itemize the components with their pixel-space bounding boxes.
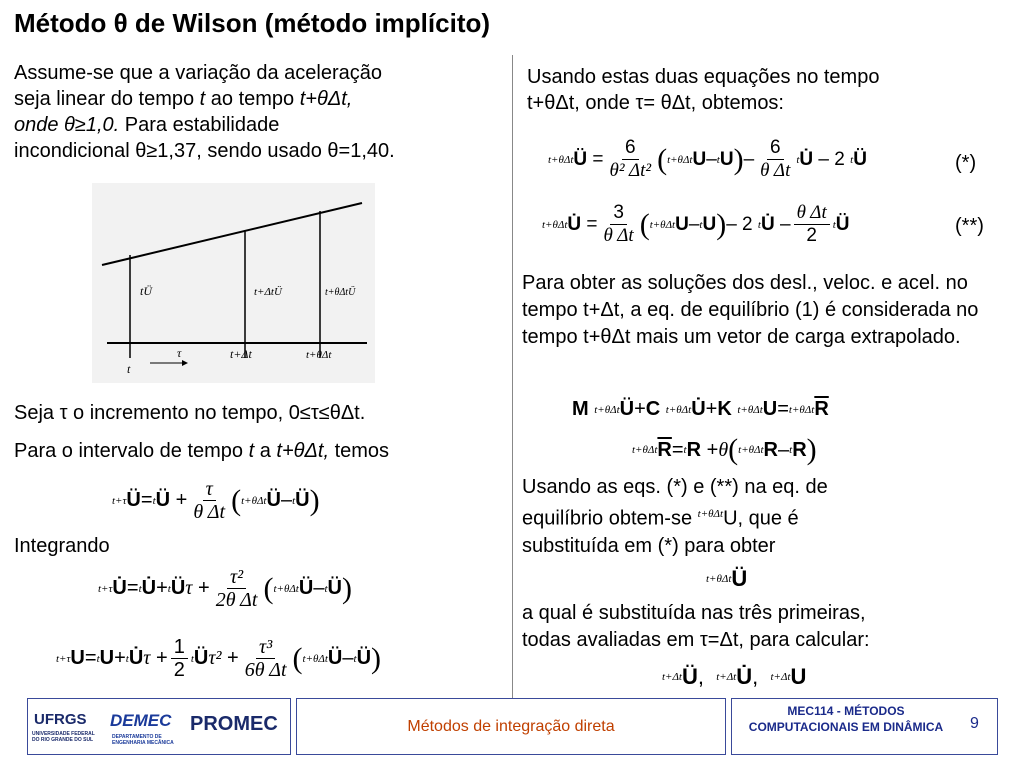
text: t+θΔt, — [276, 440, 330, 462]
text: seja linear do tempo — [14, 88, 200, 110]
sup: t+Δt — [716, 671, 737, 683]
den: θ² Δt² — [609, 160, 652, 181]
sup: t+θΔt — [548, 153, 574, 166]
sym: U̇ — [760, 213, 775, 235]
label-end: t+θΔtÜ — [325, 287, 356, 298]
paren: ) — [371, 641, 382, 675]
sym: Ü — [573, 148, 588, 170]
paren: ) — [806, 433, 817, 466]
sym: $\overline{R}$ — [814, 398, 829, 420]
paren: ) — [716, 207, 727, 241]
sym: U — [675, 213, 689, 235]
sup: t+θΔt — [665, 403, 692, 416]
text: t — [248, 440, 255, 462]
equation-final-results: t+Δt Ü , t+Δt U̇ , t+Δt U — [662, 664, 807, 689]
equation-double-star: t+θΔt U̇ = $\frac{3}{\text{θ Δt}}$ ( t+θΔt U – t U ) – 2 t U̇ – $\frac{\text{θ Δt}}{2}$ t Ü — [542, 202, 850, 246]
text: onde θ≥1,0. — [14, 114, 120, 136]
promec-logo: PROMEC — [190, 713, 278, 735]
sym: U̇ — [567, 213, 582, 235]
axis-tau-label: τ — [177, 346, 182, 360]
sym: M — [572, 398, 589, 420]
sup: t — [167, 582, 171, 595]
num: 1 — [171, 636, 188, 659]
ufrgs-logo: UFRGS — [34, 711, 87, 728]
frac — [794, 202, 830, 247]
num: τ — [203, 478, 216, 501]
label-tu: tÜ — [140, 284, 152, 298]
sup: t+τ — [98, 582, 113, 595]
num: 6 — [622, 137, 639, 160]
line — [522, 501, 1014, 533]
tick1-label: t+Δt — [230, 347, 252, 361]
text: equilíbrio obtem-se — [522, 507, 698, 530]
paren: ) — [309, 483, 320, 517]
sup: t+θΔt — [273, 582, 299, 595]
tau-arrowhead — [182, 360, 188, 366]
footer-center — [296, 698, 726, 755]
sym: Ü — [619, 398, 635, 420]
sup: t — [353, 652, 357, 665]
sup: t — [716, 153, 720, 166]
sup: t — [292, 494, 296, 507]
sup: t+θΔt — [542, 218, 568, 231]
paren: ( — [728, 433, 739, 466]
sym: Ü — [356, 647, 372, 669]
num: τ² — [227, 566, 246, 589]
sup: t+τ — [56, 652, 71, 665]
sym: U̇ — [141, 577, 157, 599]
text: temos — [329, 440, 390, 462]
frac — [242, 636, 290, 681]
sym: Ü — [126, 489, 141, 511]
text: ao tempo — [205, 88, 300, 110]
sup: t+θΔt — [788, 403, 815, 416]
sym: Ü — [295, 489, 310, 511]
sym: Ü — [835, 213, 850, 235]
sym: Ü — [298, 577, 314, 599]
text: a — [254, 440, 277, 462]
page-number: 9 — [970, 715, 979, 732]
line: a qual é substituída nas três primeiras, — [522, 602, 866, 624]
left-paragraph-1 — [14, 60, 509, 164]
sup: t — [832, 218, 836, 231]
num: τ³ — [256, 636, 275, 659]
paren: ( — [657, 142, 668, 176]
right-intro — [527, 64, 1017, 116]
paren: ) — [341, 571, 352, 605]
sup: t — [699, 218, 703, 231]
footer-center-text: Métodos de integração direta — [407, 717, 615, 735]
demec-logo: DEMEC — [110, 711, 172, 730]
sym: Ü — [193, 647, 209, 669]
sup: t — [796, 153, 800, 166]
ufrgs-subtitle: UNIVERSIDADE FEDERAL DO RIO GRANDE DO SUL — [32, 731, 95, 743]
sup: t+θΔt — [738, 444, 764, 456]
sym: τ² — [208, 647, 222, 669]
intervalo-text — [14, 438, 509, 464]
equation-velocity: t+τ U̇ = t U̇ + t Ü τ + $\frac{\text{τ²}}{\text{2θ Δt}}$ ( t+θΔt Ü – t Ü ) — [98, 566, 352, 611]
text: Para estabilidade — [119, 114, 280, 136]
paren: ) — [733, 142, 744, 176]
sym: U — [762, 398, 778, 420]
acceleration-figure — [92, 183, 375, 383]
sym: Ü — [327, 577, 342, 599]
sym: U̇ — [112, 577, 127, 599]
sym: U — [790, 664, 807, 689]
course-title: MEC114 - MÉTODOS COMPUTACIONAIS EM DINÂMICA — [748, 704, 944, 734]
equation-load: t+θΔt $\overline{R}$ = t R + θ ( t+θΔt R – t R ) — [632, 433, 817, 466]
sup: t+θΔt — [649, 218, 676, 231]
num: 3 — [610, 202, 627, 225]
sym: Ü — [682, 664, 698, 689]
den: θ Δt — [193, 501, 226, 523]
sup: t+θΔt — [302, 652, 328, 665]
equation-accel-result — [706, 566, 747, 592]
sym: K — [717, 398, 732, 420]
sup: t+τ — [112, 494, 127, 507]
frac — [213, 566, 261, 611]
sup: t+θΔt — [241, 494, 267, 507]
sup: t+θΔt — [697, 508, 724, 520]
equation-accel: t+τ Ü = t Ü + $\frac{\tau}{\text{θ Δt}}$ ( t+θΔt Ü – t Ü ) — [112, 478, 320, 523]
sup: t — [757, 218, 761, 231]
sym: U — [719, 148, 734, 170]
paren: ( — [263, 571, 274, 605]
eq-star-label: (*) — [955, 152, 977, 174]
den: 2 — [173, 659, 185, 681]
footer-logos — [27, 698, 291, 755]
sup: t+θΔt — [667, 153, 693, 166]
axis-t-label: t — [127, 362, 131, 376]
sym: U̇ — [691, 398, 706, 420]
sym: C — [645, 398, 661, 420]
sup: t — [125, 652, 129, 665]
right-paragraph-3 — [522, 474, 1014, 560]
line: substituída em (*) para obter — [522, 534, 776, 557]
line-2 — [14, 86, 509, 112]
den: 2 — [806, 225, 817, 246]
line: Usando as eqs. (*) e (**) na eq. de — [522, 476, 828, 498]
acceleration-diagram — [92, 183, 375, 383]
sup: t+θΔt — [594, 403, 620, 416]
sym: R — [792, 438, 807, 461]
label-mid: t+ΔtÜ — [254, 286, 282, 298]
footer-course — [731, 698, 998, 755]
den: 2θ Δt — [215, 589, 258, 611]
sym: Ü — [170, 577, 186, 599]
sup: t — [138, 582, 142, 595]
sup: t — [190, 652, 194, 665]
right-paragraph-4 — [522, 600, 1014, 654]
frac — [607, 137, 655, 182]
sym: Ü — [853, 148, 867, 170]
paren: ( — [292, 641, 303, 675]
right-paragraph-2: Para obter as soluções dos desl., veloc. e acel. no tempo t+Δt, a eq. de equilíbrio (1) é considerada no tempo t+θΔt mais um vetor de carga extrapolado. — [522, 272, 979, 348]
sym: $\overline{R}$ — [657, 438, 672, 461]
line-4: incondicional θ≥1,37, sendo usado θ=1,40. — [14, 140, 395, 162]
equation-displacement: t+τ U = t U + t U̇ τ + $\frac{1}{2}$ t Ü τ² + $\frac{\text{τ³}}{\text{6θ Δt}}$ ( t+θΔt Ü – t Ü ) — [56, 636, 382, 681]
sym: Ü — [155, 489, 171, 511]
sup: t — [683, 444, 687, 456]
line: Usando estas duas equações no tempo — [527, 66, 880, 88]
line: todas avaliadas em τ=Δt, para calcular: — [522, 629, 870, 651]
acceleration-line — [102, 203, 362, 265]
sym: Ü — [731, 566, 748, 591]
frac — [757, 137, 793, 182]
sup: t — [152, 494, 156, 507]
integrando-label: Integrando — [14, 535, 110, 557]
sym: θ — [718, 438, 729, 461]
slide-title: Método θ de Wilson (método implícito) — [14, 8, 491, 38]
sup: t — [789, 444, 793, 456]
tick2-label: t+θΔt — [306, 349, 332, 361]
sup: t — [324, 582, 328, 595]
seja-text: Seja τ o incremento no tempo, 0≤τ≤θΔt. — [14, 402, 366, 424]
sym: τ — [143, 647, 151, 669]
line-1: Assume-se que a variação da aceleração — [14, 62, 382, 84]
sup: t — [96, 652, 100, 665]
frac — [171, 636, 188, 681]
text: t — [199, 88, 206, 110]
den: 6θ Δt — [244, 659, 287, 681]
equation-equilibrium: M t+θΔt Ü + C t+θΔt U̇ + K t+θΔt U = t+θΔt $\overline{R}$ — [572, 398, 829, 420]
sym: τ — [185, 577, 193, 599]
column-divider — [512, 55, 513, 700]
sup: t+Δt — [770, 671, 791, 683]
text: t+θΔt, — [299, 88, 353, 110]
sym: R — [686, 438, 702, 461]
sup: t+Δt — [662, 671, 682, 683]
sym: U — [702, 213, 717, 235]
sym: U — [99, 647, 115, 669]
sym: U̇ — [736, 664, 753, 689]
num: θ Δt — [794, 202, 830, 225]
sup: t+θΔt — [706, 573, 732, 585]
sym: U — [70, 647, 85, 669]
equation-star: t+θΔt Ü = $\frac{6}{\text{θ² Δt²}}$ ( t+θΔt U – t U ) – $\frac{6}{\text{θ Δt}}$ t U̇ – 2 t Ü — [548, 137, 867, 181]
sup: t+θΔt — [737, 403, 763, 416]
sup: t+θΔt — [632, 444, 658, 456]
sym: U̇ — [128, 647, 144, 669]
text: U, que é — [723, 507, 799, 530]
sym: U̇ — [799, 148, 814, 170]
num: 6 — [767, 137, 784, 160]
demec-subtitle: DEPARTAMENTO DE ENGENHARIA MECÂNICA — [112, 734, 174, 746]
frac — [190, 478, 228, 523]
sym: U — [692, 148, 707, 170]
den: θ Δt — [603, 225, 634, 246]
text: Para o intervalo de tempo — [14, 440, 249, 462]
sym: Ü — [327, 647, 343, 669]
eq-double-star-label: (**) — [955, 215, 984, 237]
frac — [601, 202, 637, 247]
line: t+θΔt, onde τ= θΔt, obtemos: — [527, 92, 784, 114]
sym: R — [763, 438, 778, 461]
line-3 — [14, 112, 509, 138]
paren: ( — [639, 207, 650, 241]
sym: Ü — [266, 489, 281, 511]
sup: t — [850, 153, 854, 166]
den: θ Δt — [760, 160, 791, 181]
paren: ( — [231, 483, 242, 517]
